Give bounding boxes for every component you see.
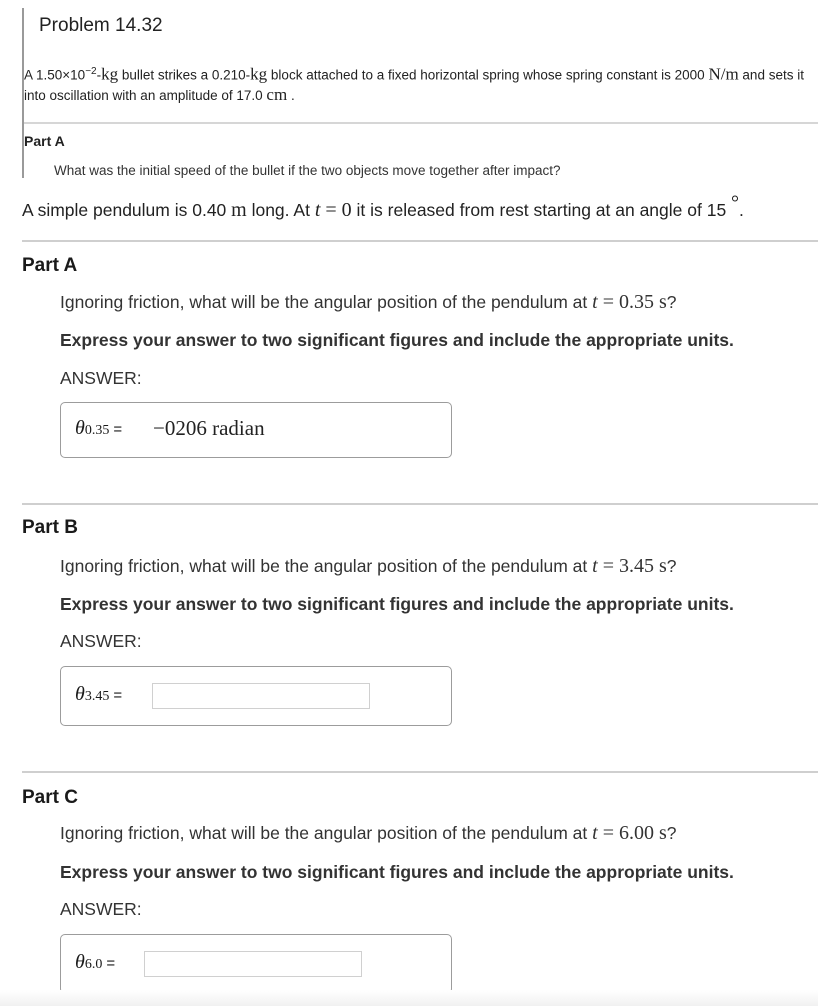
time-variable: t xyxy=(314,198,321,221)
part-label: Part A xyxy=(24,133,65,149)
divider xyxy=(22,771,818,773)
unit-n-per-m: N/m xyxy=(708,64,739,84)
theta-subscript: 3.45 xyxy=(84,689,110,704)
question-end: ? xyxy=(666,823,677,843)
statement-text: A simple pendulum is 0.40 xyxy=(22,199,232,220)
equals-sign: = xyxy=(113,421,123,438)
time-value: = 0.35 s xyxy=(597,291,667,313)
equals-sign: = xyxy=(106,955,116,972)
unit-cm: cm xyxy=(266,84,288,104)
time-variable: t xyxy=(592,555,598,577)
statement-text: it is released from rest starting at an angle of 15 xyxy=(351,199,732,220)
theta-variable xyxy=(75,417,122,440)
divider xyxy=(22,503,818,505)
part-b-label: Part B xyxy=(22,517,78,538)
part-a-instruction: Express your answer to two significant figures and include the appropriate units. xyxy=(60,330,734,350)
statement-text: A 1.50×10 xyxy=(24,67,86,83)
divider xyxy=(24,122,818,124)
theta-symbol: θ xyxy=(75,683,85,705)
theta-variable xyxy=(75,683,122,706)
statement-text: - xyxy=(96,67,102,83)
unit-kg: kg xyxy=(250,64,268,84)
problem-statement xyxy=(24,62,818,105)
statement-text: long. At xyxy=(246,199,315,220)
statement-text: block attached to a fixed horizontal spring whose spring constant is 2000 xyxy=(267,67,709,83)
statement-text: and sets it into oscillation with an amplitude of 17.0 xyxy=(24,67,804,103)
theta-subscript: 6.0 xyxy=(84,957,103,972)
answer-label: ANSWER: xyxy=(60,899,142,919)
unit-kg: kg xyxy=(101,64,119,84)
part-a-question xyxy=(60,291,677,314)
part-c-answer-input[interactable] xyxy=(144,951,362,977)
part-c-answer-box xyxy=(60,934,452,994)
answer-label: ANSWER: xyxy=(60,368,142,388)
theta-subscript: 0.35 xyxy=(84,423,110,438)
theta-variable xyxy=(75,951,115,974)
unit-m: m xyxy=(231,198,247,221)
statement-text: . xyxy=(287,87,295,103)
question-end: ? xyxy=(666,556,677,576)
statement-exponent: −2 xyxy=(85,66,97,77)
time-value: = 3.45 s xyxy=(597,555,667,577)
answer-label: ANSWER: xyxy=(60,631,142,651)
theta-symbol: θ xyxy=(75,951,85,973)
theta-symbol: θ xyxy=(75,417,85,439)
equals-sign: = xyxy=(113,687,123,704)
part-b-instruction: Express your answer to two significant figures and include the appropriate units. xyxy=(60,594,734,614)
pendulum-problem-statement xyxy=(22,192,818,222)
part-b-question xyxy=(60,555,677,578)
part-b-answer-input[interactable] xyxy=(152,683,370,709)
part-c-question xyxy=(60,822,677,845)
part-b-answer-box xyxy=(60,666,452,726)
bottom-shadow xyxy=(0,990,818,1006)
statement-text: . xyxy=(739,199,744,220)
part-a-answer-box xyxy=(60,402,452,458)
question-end: ? xyxy=(666,292,677,312)
part-question: What was the initial speed of the bullet if the two objects move together after impact? xyxy=(54,163,561,178)
degree-symbol: ° xyxy=(731,192,740,214)
divider xyxy=(22,240,818,242)
problem-title: Problem 14.32 xyxy=(39,15,163,36)
question-text: Ignoring friction, what will be the angular position of the pendulum at xyxy=(60,292,593,312)
question-text: Ignoring friction, what will be the angular position of the pendulum at xyxy=(60,823,593,843)
part-a-answer-value: −0206 radian xyxy=(153,416,265,440)
time-variable: t xyxy=(592,822,598,844)
time-value: = 6.00 s xyxy=(597,822,667,844)
part-c-instruction: Express your answer to two significant figures and include the appropriate units. xyxy=(60,862,734,882)
part-c-label: Part C xyxy=(22,787,78,808)
time-variable: t xyxy=(592,291,598,313)
time-equals-zero: = 0 xyxy=(320,198,352,221)
part-a-label: Part A xyxy=(22,255,78,276)
question-text: Ignoring friction, what will be the angular position of the pendulum at xyxy=(60,556,593,576)
statement-text: bullet strikes a 0.210- xyxy=(118,67,251,83)
